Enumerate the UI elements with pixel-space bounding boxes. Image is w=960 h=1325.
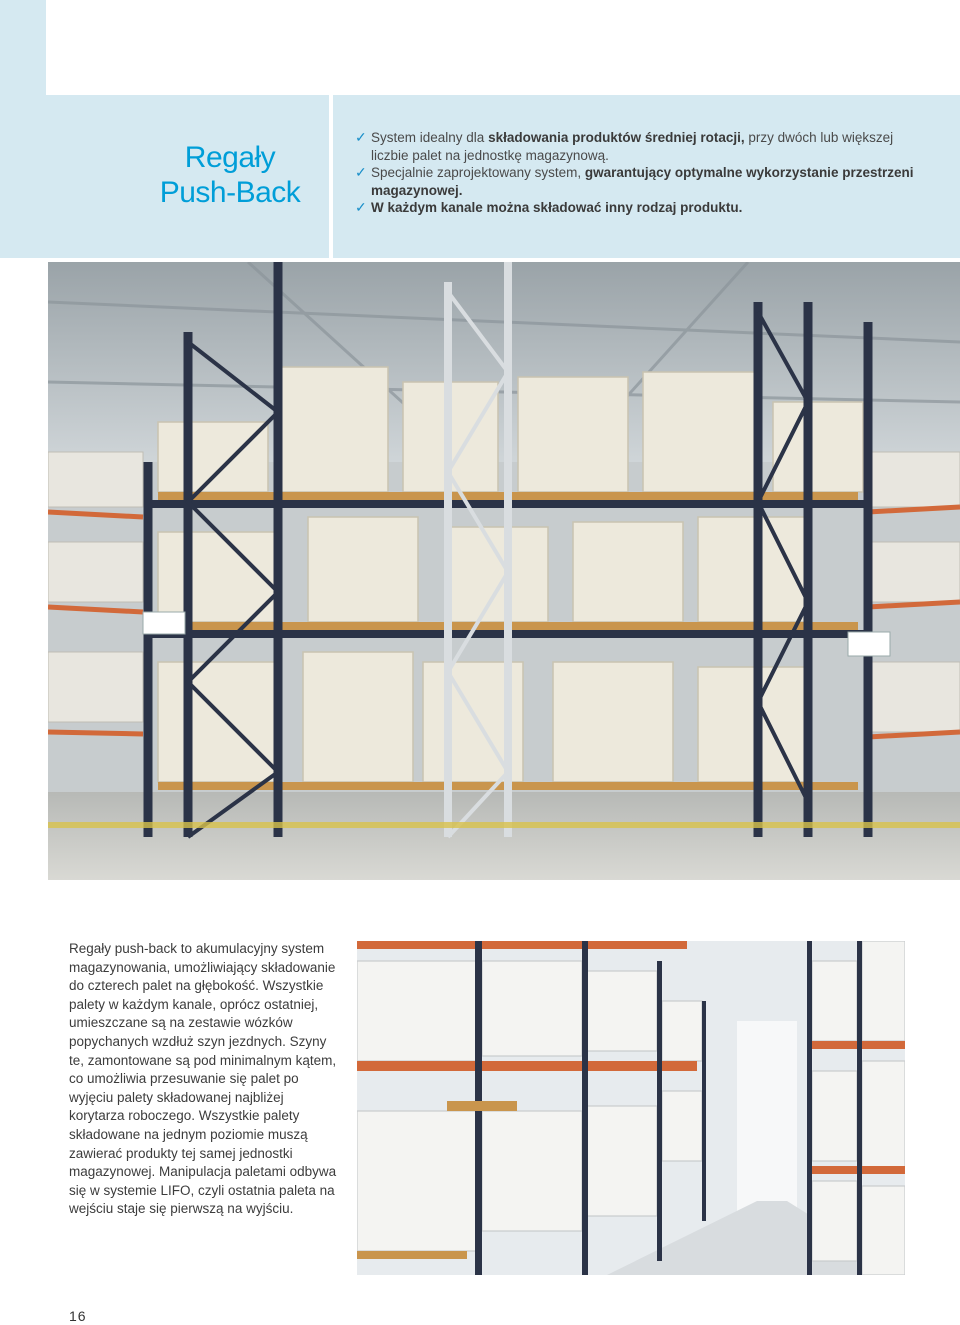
warehouse-aisle-illustration bbox=[357, 941, 905, 1275]
feature-list bbox=[356, 129, 916, 217]
feature-text: przy dwóch lub większej liczbie palet na jednostkę magazynową. bbox=[371, 130, 894, 163]
feature-text-bold: W każdym kanale można składować inny rodzaj produktu. bbox=[371, 200, 743, 215]
warehouse-aisle-photo bbox=[357, 941, 905, 1275]
check-icon: ✓ bbox=[355, 164, 367, 180]
feature-text: System idealny dla bbox=[371, 130, 489, 145]
feature-item bbox=[356, 199, 916, 217]
feature-text: Specjalnie zaprojektowany system, bbox=[371, 165, 585, 180]
description-paragraph: Regały push-back to akumulacyjny system magazynowania, umożliwiający składowanie do czterech palet na głębokość. Wszystkie palety w każdym kanale, oprócz ostatniej, umieszczane są na zestawie wózków popychanych wzdłuż szyn jezdnych. Szyny te, zamontowane są pod minimalnym kątem, co umożliwia przesuwanie się palet po wyjęciu palety składowanej najbliżej korytarza roboczego. Wszystkie palety składowane na jednym poziomie muszą zawierać produkty tej samej jednostki magazynowej. Manipulacja paletami odbywa się w systemie LIFO, czyli ostatnia paleta na wejściu staje się pierwszą na wyjściu. bbox=[69, 941, 337, 1217]
title-line-1: Regały bbox=[184, 141, 276, 174]
feature-item bbox=[356, 164, 916, 199]
warehouse-rack-illustration bbox=[48, 262, 960, 880]
warehouse-rack-photo bbox=[48, 262, 960, 880]
feature-item bbox=[356, 129, 916, 164]
feature-text-bold: składowania produktów średniej rotacji, bbox=[488, 130, 745, 145]
page-number: 16 bbox=[69, 1308, 87, 1324]
page-title bbox=[150, 140, 310, 210]
feature-text-bold: gwarantujący optymalne wykorzystanie przestrzeni magazynowej. bbox=[371, 165, 914, 198]
check-icon: ✓ bbox=[355, 129, 367, 145]
title-line-2: Push-Back bbox=[159, 176, 301, 209]
check-icon: ✓ bbox=[355, 199, 367, 215]
